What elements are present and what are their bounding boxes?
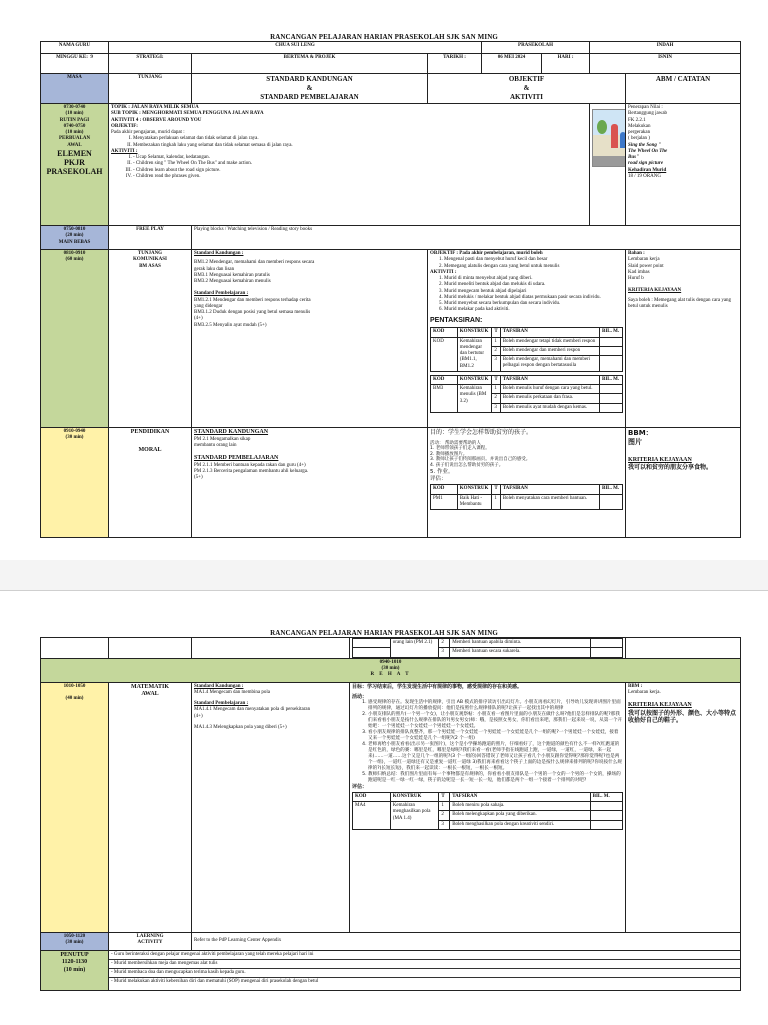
tunjang-line: AWAL (141, 691, 159, 697)
objektif-list (111, 136, 587, 149)
assessment-table-moral (430, 484, 623, 510)
cell-konstruk: Baik Hati - Membantu (457, 494, 492, 510)
abm-line: Bus" (628, 155, 639, 160)
masa-rutin (41, 104, 109, 226)
list-item: II. - Children sing " The Wheel On The Bus" and make action. (133, 161, 587, 167)
abm-line: FK 2.2.1 (628, 117, 646, 123)
cell-tafsiran: Boleh menulis ayat mudah dengan kemas. (500, 403, 599, 412)
col-abm: ABM / CATATAN (626, 74, 741, 104)
list-item: I. - Ucap Selamat, kalendar, kedatangan. (133, 155, 587, 161)
masa-duration: (10 min) (65, 130, 84, 135)
abm-rutin (626, 104, 741, 226)
cell-bil (600, 346, 623, 355)
standard-line: PM 2.1.1 Memberi bantuan kepada rakan dan guru (4+) (194, 462, 306, 468)
th-konstruk: KONSTRUK (457, 375, 492, 384)
col-standard (192, 74, 428, 104)
topik: TOPIK : JALAN RAYA MILIK SEMUA (111, 105, 199, 110)
abm-line: Slaid power point (628, 263, 664, 269)
masa-duration: (10 min) (65, 111, 84, 117)
penutup-line: - Murid membersihkan meja dan mengemas alat tulis (109, 960, 740, 969)
standard-line: BM3.1 Menguasai kemahiran pratulis (194, 272, 270, 278)
col-masa: MASA (41, 74, 109, 104)
col-objektif-line3: AKTIVITI (509, 92, 544, 101)
penutup-line: - Murid melakukan aktiviti kebersihan diri dan mematuhi (SOP) mengenai diri prasekolah dengan betul (111, 979, 319, 985)
minggu-value: 9 (90, 55, 93, 60)
abm-line: Huruf b (628, 276, 644, 281)
col-standard-line1: STANDARD KANDUNGAN (266, 75, 353, 83)
tunjang-line: TUNJANG (137, 251, 163, 256)
masa-time: 1050-1120 (63, 933, 86, 939)
cell-bil (590, 820, 622, 829)
th-kod: KOD (353, 792, 391, 801)
abm-line: Penerapan Nilai : (628, 105, 663, 110)
tunjang-cont (109, 638, 192, 659)
masa-label: MAIN BEBAS (58, 239, 91, 245)
rehat-time: 0940-1010 (379, 659, 402, 665)
kriteria-text: Saya boleh : Memegang alat tulis dengan cara yang betul untuk menulis (628, 297, 732, 309)
cell-tafsiran: Boleh menulis perkataan dan frasa. (500, 394, 599, 403)
objektif-intro: Pada akhir pengajaran, murid dapat : (111, 130, 185, 135)
standard-line: PM 2.1.3 Bercerita pengalaman membantu ahli keluarga. (194, 468, 309, 474)
standard-line: (4+) (194, 713, 203, 719)
list-item: 3. 看小朋友规律的排队真整齐，那一个男娃娃一个女娃娃一个男娃娃一个女娃娃是几个一组的呢?一个男娃娃一个女娃娃，接着又来一个男娃娃一个女娃娃是几个一组呢?(2 个一组) (368, 730, 623, 742)
tunjang-learning (109, 932, 192, 950)
kriteria-heading: KRITERIA KEJAYAAN (628, 702, 692, 708)
masa-learning (41, 932, 109, 950)
tunjang-bm (109, 250, 192, 428)
cell-bil (600, 394, 623, 403)
standard-line: MA1.4 Mengecam dan membina pola (194, 689, 270, 695)
standard-moral (192, 428, 428, 538)
list-item: 1. Mengenal pasti dan menyebut huruf kecil dan besar (444, 257, 623, 263)
cell-t: 3 (492, 403, 500, 412)
col-objektif-line2: & (523, 83, 530, 92)
cell-tafsiran: Boleh mendengar dan memberi respon (500, 346, 599, 355)
rehat-row (41, 658, 741, 682)
kriteria-heading: KRITERIA KEJAYAAN (628, 288, 682, 294)
masa-time: 1120-1130 (61, 959, 88, 965)
standard-line: membantu orang lain (194, 442, 237, 448)
th-t: T (492, 328, 500, 337)
abm-kehadiran: Kehadiran Murid (628, 167, 667, 173)
nama-guru-value: CHUA SUI LENG (109, 42, 482, 54)
list-item: III. - Children learn about the road sign picture. (133, 168, 587, 174)
huodong-heading: 活动： 帮助需要帮助的人 (430, 440, 481, 446)
cell-t: 3 (439, 820, 450, 829)
th-bil: BIL. M. (600, 375, 623, 384)
masa-moral (41, 428, 109, 538)
tunjang-line: KOMUNIKASI (133, 257, 167, 263)
abm-cont (626, 638, 741, 659)
standard-kandungan-heading: STANDARD KANDUNGAN (194, 429, 269, 435)
tarikh-value: 06 MEI 2024 (482, 54, 542, 74)
kriteria-text: 我可以和贫穷的朋友分享食物。 (628, 464, 713, 471)
masa-label: PENUTUP (60, 951, 89, 958)
list-item: 5. 教师归纳总结：我们图片里面有每一个事物都是有规律的，你看看小朋友排队是一个男的一个女的一个男的一个女的，操场的跑道呢是一红一绿一红一绿，筷子的边呢是一长一短一长一短，他们都是两个一组一个接着一个排列的对吧? (368, 772, 623, 784)
th-t: T (439, 792, 450, 801)
cell-kod (353, 639, 391, 648)
th-bil: BIL. M. (590, 792, 622, 801)
rutin-content (109, 104, 590, 226)
list-item: IV. - Children read the phrases given. (133, 174, 587, 180)
abm-matematik (626, 682, 741, 932)
th-t: T (492, 375, 500, 384)
strategi-label: STRATEGI: (109, 54, 192, 74)
th-tafsiran: TAFSIRAN (500, 375, 599, 384)
assessment-table-bm1 (430, 327, 623, 372)
standard-line: BM3.2.5 Menyalin ayat mudah (5+) (194, 322, 267, 328)
th-tafsiran: TAFSIRAN (500, 485, 599, 494)
cell-bil (600, 403, 623, 412)
masa-bm (41, 250, 109, 428)
list-item: 3. Murid mengecam bentuk abjad dipelajari (444, 289, 623, 295)
lesson-plan-table-2 (40, 637, 741, 991)
cell-t: 1 (492, 494, 500, 510)
assessment-table-bm3 (430, 375, 623, 413)
abm-line: Kad imbas (628, 269, 650, 275)
masa-elemen: ELEMEN (57, 148, 92, 158)
standard-matematik (192, 682, 350, 932)
cell-konstruk: orang lain (PM 2.1) (390, 639, 439, 658)
th-konstruk: KONSTRUK (457, 485, 492, 494)
objektif-heading: OBJEKTIF: (111, 123, 138, 129)
list-item: 2. 小朋友排队的照片(一个男一个女)，让小朋友观察帖：小朋友看一看图片里面的小朋友在做什么呀?他们是怎样排队的呢?那我们来看看小朋友是按什么规律在排队的?(男女男女)师：哦，是按照女男女，你们看出来吧，那我们一起来说一说，从第一个开始吧：一个男娃娃一个女娃娃一个男娃娃一个女娃娃。 (368, 712, 623, 730)
standard-line: gerak laku dan lisan (194, 266, 235, 272)
cell-konstruk: Kemahiran menulis (BM 3.2) (457, 385, 492, 413)
cell-bil (600, 337, 623, 346)
cell-bil (600, 385, 623, 394)
cell-bil (590, 639, 622, 648)
cell-kod: KOD (431, 337, 458, 371)
objektif-moral (428, 428, 626, 538)
aktiviti-heading: AKTIVITI : (430, 269, 457, 275)
assessment-table-matematik (352, 792, 623, 830)
standard-pembelajaran-heading: Standard Pembelajaran : (194, 701, 249, 706)
cell-kod: PM1 (431, 494, 458, 510)
standard-pembelajaran-heading: Standard Pembelajaran : (194, 291, 249, 297)
th-kod: KOD (431, 375, 458, 384)
prasekolah-value: INDAH (590, 42, 741, 54)
subtopik: SUB TOPIK : MENGHORMATI SEMUA PENGGUNA JALAN RAYA (111, 111, 264, 117)
col-objektif (428, 74, 626, 104)
mubiao-text: 目的：学生学会怎样帮助贫穷的孩子。 (430, 429, 533, 436)
cell-bil (590, 802, 622, 811)
pingjia-heading: 评估： (352, 783, 368, 790)
cell-t: 2 (492, 394, 500, 403)
penutup-content (109, 950, 741, 990)
abm-line: Bahan : (628, 251, 645, 256)
assessment-table-cont (352, 638, 623, 658)
masa-cont (41, 638, 109, 659)
abm-bm (626, 250, 741, 428)
minggu-label: MINGGU KE: (56, 55, 88, 60)
col-tunjang: TUNJANG (109, 74, 192, 104)
list-item: 2. Murid meneliti bentuk abjad dan melukis di udara. (444, 282, 623, 288)
col-standard-line2: & (306, 83, 313, 92)
objektif-matematik (350, 682, 626, 932)
cell-tafsiran: Boleh menghasilkan pola dengan kreativiti sendiri. (450, 820, 590, 829)
cell-tafsiran: Boleh meniru pola sahaja. (450, 802, 590, 811)
masa-time: 0730-0740 (63, 105, 86, 110)
tunjang-line: MORAL (138, 446, 162, 453)
standard-pembelajaran-heading: STANDARD PEMBELAJARAN (194, 455, 279, 461)
cell-tafsiran: Boleh mendengar, memahami dan memberi pelbagai respon dengan bertatasusila (500, 356, 599, 372)
strategi-value: BERTEMA & PROJEK (192, 54, 428, 74)
kriteria-text: 我可以按图子的外形、颜色、大小等特点收拾好自己的鞋子。 (628, 709, 737, 724)
hari-value: ISNIN (590, 54, 741, 74)
standard-line: BM1.2 Mendengar, memahami dan memberi respons secara (194, 260, 315, 266)
cell-bil (600, 494, 623, 510)
page-gap (0, 560, 768, 590)
cell-konstruk: Kemahiran mendengar dan bertutur (BM1.1, BM1.2 (457, 337, 492, 371)
masa-penutup (41, 950, 109, 990)
standard-kandungan-heading: Standard Kandungan : (194, 251, 244, 256)
masa-main-bebas (41, 226, 109, 250)
hari-label: HARI : (542, 54, 590, 74)
cell-tafsiran: Memberi bantuan apabila diminta. (450, 639, 590, 648)
masa-label: RUTIN PAGI (59, 117, 90, 123)
th-tafsiran: TAFSIRAN (500, 328, 599, 337)
masa-prasekolah: PRASEKOLAH (46, 167, 103, 177)
cell-t: 1 (492, 337, 500, 346)
list-item: II. Membezakan tingkah laku yang selamat dan tidak selamat semasa di jalan raya. (133, 143, 587, 149)
huodong-heading: 活动： (352, 693, 368, 700)
kriteria-heading: KRITERIA KEJAYAAN (628, 456, 692, 463)
th-bil: BIL. M. (600, 328, 623, 337)
abm-line: Lembaran kerja (628, 257, 660, 263)
abm-line: Bertanggung jawab (628, 111, 668, 117)
cell-t: 2 (492, 346, 500, 355)
th-t: T (492, 485, 500, 494)
masa-label: AWAL (67, 142, 82, 148)
cell-tafsiran: Boleh mendengar tetapi tidak memberi respon (500, 337, 599, 346)
tunjang-moral (109, 428, 192, 538)
th-kod: KOD (431, 485, 458, 494)
abm-line: ( berjalan ) (628, 136, 650, 142)
standard-line: (5+) (194, 475, 203, 480)
cell-kod: BM3 (431, 385, 458, 413)
bbm-item: 图片 (628, 437, 643, 446)
aktiviti-list (111, 155, 587, 180)
lesson-plan-table (40, 41, 741, 538)
mubiao-text: 目标：学习结束后，学生发现生活中有规律的事物，感受规律的存在和美感。 (352, 683, 523, 690)
document-title: RANCANGAN PELAJARAN HARIAN PRASEKOLAH SJK SAN MING (270, 629, 498, 637)
masa-pkjr: PKJR (64, 157, 85, 167)
document-title: RANCANGAN PELAJARAN HARIAN PRASEKOLAH SJK SAN MING (270, 33, 498, 41)
standard-line: BM1.2.1 Mendengar dan memberi respons terhadap cerita (194, 297, 311, 303)
standard-line: MA1.4.1 Mengecam dan menyatakan pola di persekitaran (194, 707, 311, 713)
cell-bil (590, 648, 622, 657)
abm-line: The Wheel On The (628, 148, 668, 154)
minggu-cell (41, 54, 109, 74)
standard-line: PM 2.1 Mengamalkan sikap (194, 436, 251, 442)
objektif-list (430, 257, 623, 270)
penutup-line: - Guru berinteraksi dengan pelajar mengenai aktiviti pembelajaran yang telah mereka pelajari hari ini (109, 951, 740, 960)
bbm-item: Lembaran kerja. (628, 689, 661, 695)
penutup-line: - Murid membaca doa dan mengucapkan terima kasih kepada guru. (109, 969, 740, 978)
aktiviti-number: AKTIVITI 4 : OBSERVE AROUND YOU (111, 117, 202, 123)
list-item: 1. 老师带领孩子们走入课程。 (430, 446, 490, 452)
list-item: 4. 老师再给小朋友看看(出示另一张图片)，这个是小学操场跑道的照片，仔细看好了，这个跑道的颜色有什么不一样?(红跑道的是红色的，绿色的赛：哪里是红，哪里是绿呢?我们来看一看(老师手指在线跑道上跑，一道绿，一道红，一道绿，来一起来)……一道……这个又是几个一组的呢?(3 个一组的)回答错误了老师又让孩子看几个小朋友跟你觉得呢?那你觉得呢?也是两个一组)，一道红一道绿还有又是重复一道红一道绿 3)我们再来看看这个筷子上面的边是按什么规律来排列的呢?你说按什么规律的?(长短长短)，我们来一起读读：一根长一根短，一根长一根短。 (368, 742, 623, 772)
rehat-label: R E H A T (370, 672, 411, 677)
th-bil: BIL. M. (600, 485, 623, 494)
cell-t: 3 (439, 648, 450, 657)
standard-line: yang didengar (194, 303, 223, 309)
tarikh-label: TARIKH : (428, 54, 482, 74)
list-item: 5. Murid menyebut secara berkumpulan dan secara individu. (444, 301, 623, 307)
bbm-heading: BBM : (628, 683, 643, 689)
standard-line: BM3.1.2 Duduk dengan posisi yang betul semasa menulis (194, 310, 311, 315)
standard-line: (4+) (194, 316, 203, 322)
cell-tafsiran: Memberi bantuan secara sukarela. (450, 648, 590, 657)
standard-line: BM3.2 Menguasai kemahiran menulis (194, 279, 271, 284)
masa-matematik (41, 682, 109, 932)
cell-t: 2 (439, 639, 450, 648)
objektif-cont (350, 638, 626, 659)
tunjang-line: BM ASAS (139, 263, 161, 269)
page-2 (0, 590, 768, 1025)
col-objektif-line1: OBJEKTIF (508, 75, 545, 83)
aktiviti-list (430, 276, 623, 314)
list-item: 4. Murid melukis / melakar bentuk abjad diatas permukaan pasir secara individu. (444, 295, 623, 301)
abm-moral (626, 428, 741, 538)
list-item: I. Menyatakan perlakuan selamat dan tidak selamat di jalan raya. (133, 136, 587, 142)
list-item: 3. 教师让孩子们传阅那画页。并说出自己的感受。 (430, 457, 531, 463)
rehat-duration: (30 min) (381, 665, 400, 671)
objektif-heading: OBJEKTIF : Pada akhir pembelajaran, murid boleh (430, 251, 543, 256)
standard-cont (192, 638, 350, 659)
cell-t: 3 (492, 356, 500, 372)
standard-bm (192, 250, 428, 428)
road-illustration-cell (590, 104, 626, 226)
list-item: 5. 作业。 (430, 468, 454, 475)
tunjang-free-play: FREE PLAY (109, 226, 192, 250)
cell-kod: MA4 (353, 802, 391, 830)
masa-duration: (10 min) (63, 966, 86, 973)
cell-kod (353, 648, 391, 657)
cell-t: 1 (492, 385, 500, 394)
th-kod: KOD (431, 328, 458, 337)
pentaksiran-heading: PENTAKSIRAN: (430, 316, 483, 324)
cell-t: 1 (439, 802, 450, 811)
masa-time: 0910-0940 (63, 429, 86, 434)
cell-konstruk: Kemahiran menghasilkan pola (MA 1.4) (390, 802, 439, 830)
tunjang-line: PENDIDIKAN (130, 429, 170, 435)
bbm-heading: BBM： (628, 429, 653, 437)
list-item: 2. Memegang alatulis dengan cara yang betul untuk menulis (444, 264, 623, 270)
abm-line: road sign picture (628, 161, 664, 167)
tunjang-line: ACTIVITY (137, 939, 163, 945)
cell-tafsiran: Boleh melengkapkan pola yang diberikan. (450, 811, 590, 820)
cell-bil (590, 811, 622, 820)
col-standard-line3: STANDARD PEMBELAJARAN (260, 92, 359, 101)
list-item: 6. Murid melakar pada kad aktiviti. (444, 307, 623, 313)
masa-duration: (40 min) (65, 695, 84, 701)
cell-tafsiran: Boleh menyatakan cara memberi bantuan. (500, 494, 599, 510)
masa-label: PERBUALAN (58, 136, 91, 142)
cell-t: 2 (439, 811, 450, 820)
th-tafsiran: TAFSIRAN (450, 792, 590, 801)
free-play-activity: Playing blocks / Watching television / Reading story books (192, 226, 741, 250)
huodong-list (352, 700, 623, 784)
masa-time: 1010-1050 (63, 683, 86, 689)
list-item: 1. Murid di minta menyebut abjad yang diberi. (444, 276, 623, 282)
th-konstruk: KONSTRUK (390, 792, 439, 801)
cell-tafsiran: Boleh menulis huruf dengan cara yang betul. (500, 385, 599, 394)
nama-guru-label: NAMA GURU (41, 42, 109, 54)
list-item: 1. 感受规律的存在。发现生活中的规律，引出 AB 模式的排序读访引出幻灯片。小朋友再看幻灯片，引导幼儿发现讲讲图片里面排列的规律，通过幻灯片的播放提问：他们是按照什么规律排队的呢?让孩子一起找出其中的规律 (368, 700, 623, 712)
masa-duration: (30 min) (65, 435, 84, 441)
prasekolah-label: PRASEKOLAH (482, 42, 590, 54)
road-sign-illustration (592, 109, 626, 167)
masa-duration: (20 min) (65, 233, 84, 239)
abm-attendance: 18 / 19 ORANG (628, 173, 661, 179)
tunjang-line: MATEMATIK (130, 683, 170, 690)
abm-line: Sing the Song " (628, 142, 661, 148)
abm-line: pergerakan (628, 130, 651, 135)
learning-activity-text: Refer to the PdP Learning Center Appendix (192, 932, 741, 950)
cell-bil (600, 356, 623, 372)
masa-time: 0740-0750 (63, 123, 86, 129)
masa-duration: (30 min) (65, 939, 84, 945)
aktiviti-heading: AKTIVITI : (111, 148, 138, 154)
standard-line: MA1.4.3 Melengkapkan pola yang diberi (5+) (194, 724, 287, 730)
masa-time: 0810-0910 (63, 251, 86, 256)
pingjia-heading: 评估： (430, 475, 447, 482)
list-item: 4. 孩子们说出怎么帮助贫穷的孩子。 (430, 463, 504, 468)
th-konstruk: KONSTRUK (457, 328, 492, 337)
masa-time: 0750-0810 (63, 227, 86, 232)
standard-kandungan-heading: Standard Kandungan : (194, 683, 244, 689)
tunjang-matematik (109, 682, 192, 932)
list-item: 2. 教师播放图片。 (430, 451, 468, 457)
tunjang-line: LAERNING (136, 933, 164, 939)
objektif-bm (428, 250, 626, 428)
masa-duration: (60 min) (65, 257, 84, 263)
abm-line: Melakukan (628, 123, 651, 129)
